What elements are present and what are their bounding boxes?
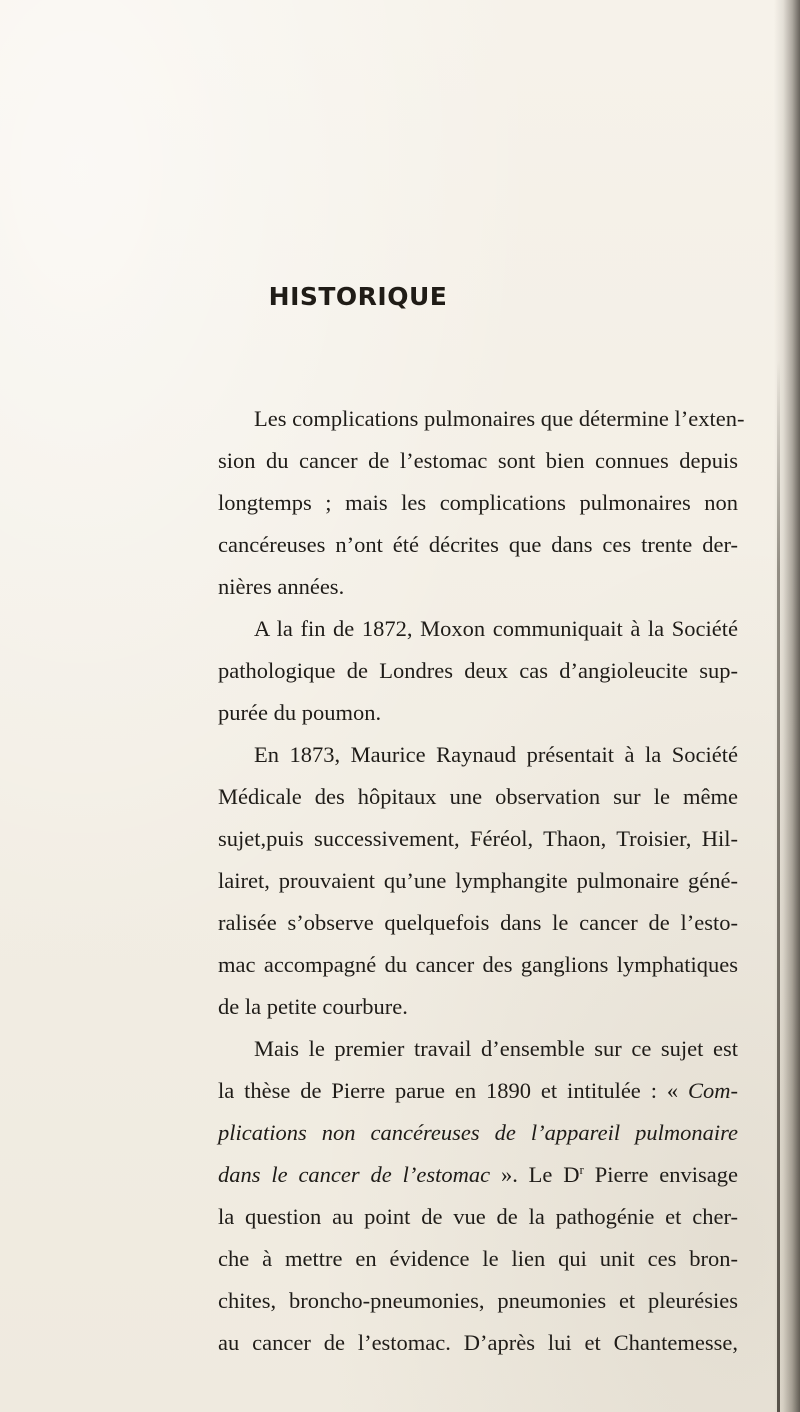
text-line: la question au point de vue de la pathogénie et cher- — [218, 1204, 738, 1229]
text-line: nières années. — [218, 574, 345, 599]
text-line: Les complications pulmonaires que détermine l’exten- — [254, 406, 745, 431]
text-line: pathologique de Londres deux cas d’angioleucite sup- — [218, 658, 738, 683]
text-line: ralisée s’observe quelquefois dans le cancer de l’esto- — [218, 910, 738, 935]
page-edge-line — [777, 360, 780, 1412]
section-heading: HISTORIQUE — [268, 282, 448, 311]
italic-title-run: Com- — [688, 1078, 738, 1103]
body-text — [218, 398, 745, 1364]
text-line — [218, 1154, 738, 1196]
text-run: Pierre envisage — [583, 1162, 739, 1187]
text-line: au cancer de l’estomac. D’après lui et Chantemesse, — [218, 1330, 738, 1355]
text-line: Médicale des hôpitaux une observation sur le même — [218, 784, 738, 809]
text-line — [218, 1070, 738, 1112]
text-line: longtemps ; mais les complications pulmonaires non — [218, 490, 738, 515]
text-line: Mais le premier travail d’ensemble sur ce sujet est — [254, 1036, 738, 1061]
text-line: mac accompagné du cancer des ganglions lymphatiques — [218, 952, 738, 977]
text-line: sion du cancer de l’estomac sont bien connues depuis — [218, 448, 738, 473]
text-line: purée du poumon. — [218, 700, 382, 725]
text-run: ». Le D — [490, 1162, 580, 1187]
italic-title-run: dans le cancer de l’estomac — [218, 1162, 491, 1187]
text-run: la thèse de Pierre parue en 1890 et intitulée : « — [218, 1078, 688, 1103]
text-line: En 1873, Maurice Raynaud présentait à la Société — [254, 742, 738, 767]
superscript: r — [579, 1162, 584, 1177]
text-line: chites, broncho-pneumonies, pneumonies et pleurésies — [218, 1288, 738, 1313]
text-line: sujet,puis successivement, Féréol, Thaon, Troisier, Hil- — [218, 826, 738, 851]
text-line: che à mettre en évidence le lien qui unit ces bron- — [218, 1246, 738, 1271]
text-line: A la fin de 1872, Moxon communiquait à la Société — [254, 616, 738, 641]
text-line: de la petite courbure. — [218, 994, 408, 1019]
text-line: lairet, prouvaient qu’une lymphangite pulmonaire géné- — [218, 868, 738, 893]
text-line: plications non cancéreuses de l’appareil pulmonaire — [218, 1120, 738, 1145]
text-line: cancéreuses n’ont été décrites que dans ces trente der- — [218, 532, 738, 557]
